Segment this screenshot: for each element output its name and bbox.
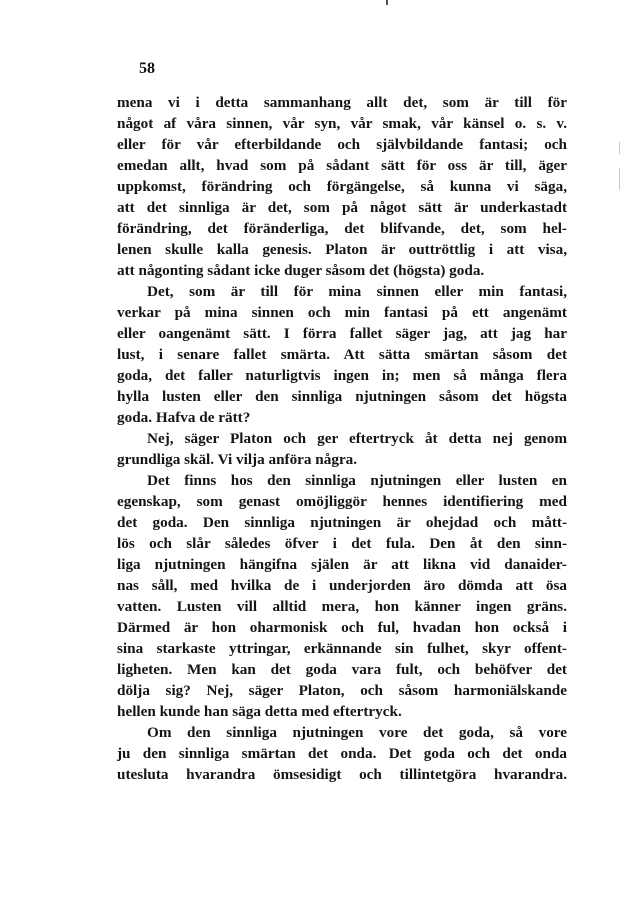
scan-mark (386, 0, 388, 5)
text-line: att någonting sådant icke duger såsom det (högsta) goda. (117, 262, 485, 279)
text-line: eller för vår efterbildande och självbildande fantasi; och (117, 136, 567, 153)
text-line: egenskap, som genast omöjliggör hennes identifiering med (117, 493, 567, 510)
text-line: något af våra sinnen, vår syn, vår smak, vår känsel o. s. v. (117, 115, 567, 132)
text-line: dölja sig? Nej, säger Platon, och såsom harmoniälskande (117, 682, 567, 699)
text-line: vatten. Lusten vill alltid mera, hon känner ingen gräns. (117, 598, 567, 615)
scan-edge-mark (619, 168, 620, 190)
text-line: mena vi i detta sammanhang allt det, som är till för (117, 94, 567, 111)
text-line: goda. Hafva de rätt? (117, 409, 251, 426)
text-line: lös och slår således öfver i det fula. Den åt den sinn- (117, 535, 567, 552)
scan-edge-mark (619, 142, 620, 154)
text-line: ligheten. Men kan det goda vara fult, och behöfver det (117, 661, 567, 678)
text-line: Om den sinnliga njutningen vore det goda, så vore (147, 724, 567, 741)
text-line: hellen kunde han säga detta med eftertryck. (117, 703, 402, 720)
text-line: förändring, det föränderliga, det blifvande, det, som hel- (117, 220, 567, 237)
text-line: verkar på mina sinnen och min fantasi på ett angenämt (117, 304, 567, 321)
text-line: Nej, säger Platon och ger eftertryck åt detta nej genom (147, 430, 567, 447)
text-line: det goda. Den sinnliga njutningen är ohejdad och mått- (117, 514, 567, 531)
text-line: utesluta hvarandra ömsesidigt och tillintetgöra hvarandra. (117, 766, 567, 783)
body-text (117, 92, 567, 785)
text-line: sina starkaste yttringar, erkännande sin fulhet, skyr offent- (117, 640, 567, 657)
text-line: Det finns hos den sinnliga njutningen eller lusten en (147, 472, 567, 489)
text-line: grundliga skäl. Vi vilja anföra några. (117, 451, 358, 468)
text-line: Det, som är till för mina sinnen eller min fantasi, (147, 283, 567, 300)
text-line: att det sinnliga är det, som på något sätt är underkastadt (117, 199, 567, 216)
text-line: emedan allt, hvad som på sådant sätt för oss är till, äger (117, 157, 567, 174)
page-number: 58 (139, 60, 155, 77)
text-line: lenen skulle kalla genesis. Platon är outtröttlig i att visa, (117, 241, 567, 258)
text-line: Därmed är hon oharmonisk och ful, hvadan hon också i (117, 619, 567, 636)
text-line: hylla lusten eller den sinnliga njutningen såsom det högsta (117, 388, 567, 405)
text-line: ju den sinnliga smärtan det onda. Det goda och det onda (117, 745, 567, 762)
text-line: lust, i senare fallet smärta. Att sätta smärtan såsom det (117, 346, 567, 363)
text-line: liga njutningen hängifna själen är att likna vid danaider- (117, 556, 567, 573)
text-line: nas såll, med hvilka de i underjorden äro dömda att ösa (117, 577, 567, 594)
text-line: uppkomst, förändring och förgängelse, så kunna vi säga, (117, 178, 567, 195)
text-line: eller oangenämt sätt. I förra fallet säger jag, att jag har (117, 325, 567, 342)
text-line: goda, det faller naturligtvis ingen in; men så många flera (117, 367, 567, 384)
